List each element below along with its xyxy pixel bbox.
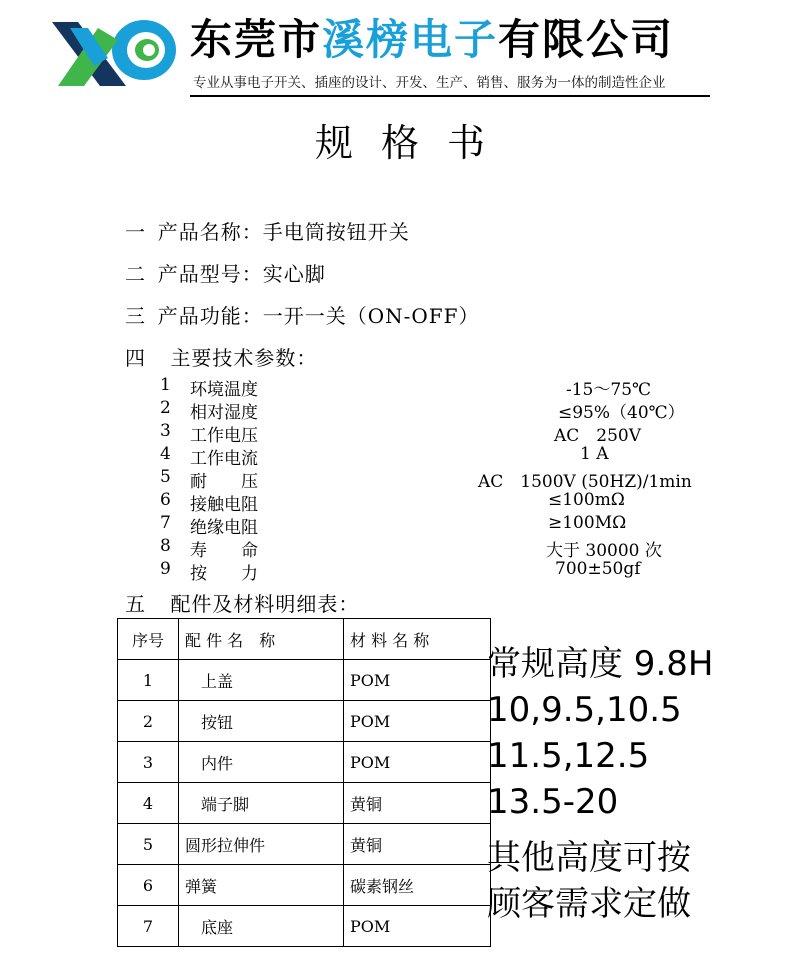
table-cell: POM	[344, 701, 491, 742]
height-note-line: 10,9.5,10.5	[487, 690, 682, 730]
param-name: 工作电压	[190, 426, 258, 446]
table-cell: 3	[118, 742, 179, 783]
param-value: AC 250V	[554, 426, 642, 446]
table-row	[118, 742, 491, 783]
table-row	[118, 906, 491, 947]
section-product-function: 三 产品功能：一开一关（ON-OFF）	[125, 304, 480, 328]
header-cell: 配 件 名 称	[179, 619, 344, 660]
table-cell: 黄铜	[344, 783, 491, 824]
param-name: 环境温度	[190, 380, 258, 400]
param-value: 700±50gf	[555, 559, 641, 579]
table-cell: 圆形拉伸件	[179, 824, 344, 865]
height-note-line: 常规高度 9.8H	[487, 644, 714, 684]
param-value: 大于 30000 次	[546, 541, 662, 561]
table-cell: 按钮	[179, 701, 344, 742]
table-row	[118, 660, 491, 701]
table-row	[118, 865, 491, 906]
param-name: 按 力	[190, 564, 258, 584]
table-cell: 弹簧	[179, 865, 344, 906]
table-cell: 1	[118, 660, 179, 701]
table-cell: 6	[118, 865, 179, 906]
param-value: ≤95%（40℃）	[558, 403, 685, 423]
param-number: 2	[160, 398, 171, 418]
table-cell: 端子脚	[179, 783, 344, 824]
table-cell: 5	[118, 824, 179, 865]
table-cell: 底座	[179, 906, 344, 947]
document-title: 规格书	[314, 121, 513, 165]
param-name: 相对湿度	[190, 403, 258, 423]
param-value: 1 A	[580, 444, 609, 464]
table-cell: POM	[344, 906, 491, 947]
table-row	[118, 824, 491, 865]
table-cell: POM	[344, 660, 491, 701]
table-cell: 黄铜	[344, 824, 491, 865]
param-name: 耐 压	[190, 472, 258, 492]
section-product-name: 一 产品名称：手电筒按钮开关	[125, 220, 410, 244]
parts-table	[117, 618, 491, 947]
table-cell: POM	[344, 742, 491, 783]
param-name: 寿 命	[190, 541, 258, 561]
height-note-line: 顾客需求定做	[487, 884, 691, 924]
height-note-line: 13.5-20	[487, 782, 619, 822]
height-note-line: 11.5,12.5	[487, 736, 650, 776]
table-cell: 内件	[179, 742, 344, 783]
param-number: 1	[160, 375, 171, 395]
table-cell: 4	[118, 783, 179, 824]
param-number: 8	[160, 536, 171, 556]
param-number: 6	[160, 490, 171, 510]
height-note-line: 其他高度可按	[487, 838, 691, 878]
param-name: 接触电阻	[190, 495, 258, 515]
section-parts-table: 五 配件及材料明细表：	[125, 592, 360, 616]
table-cell: 上盖	[179, 660, 344, 701]
param-name: 绝缘电阻	[190, 518, 258, 538]
param-number: 7	[160, 513, 171, 533]
param-number: 3	[160, 421, 171, 441]
param-number: 5	[160, 467, 171, 487]
param-number: 9	[160, 559, 171, 579]
table-cell: 2	[118, 701, 179, 742]
header-cell: 序号	[118, 619, 179, 660]
param-name: 工作电流	[190, 449, 258, 469]
table-cell: 7	[118, 906, 179, 947]
table-header-row	[118, 619, 491, 660]
param-value: ≥100MΩ	[548, 513, 627, 533]
company-slogan: 专业从事电子开关、插座的设计、开发、生产、销售、服务为一体的制造性企业	[193, 75, 666, 91]
company-logo	[48, 14, 178, 92]
header-cell: 材 料 名 称	[344, 619, 491, 660]
param-value: -15～75℃	[566, 380, 652, 400]
param-number: 4	[160, 444, 171, 464]
param-value: AC 1500V (50HZ)/1min	[478, 472, 692, 492]
section-product-model: 二 产品型号：实心脚	[125, 262, 326, 286]
table-row	[118, 783, 491, 824]
section-tech-params: 四 主要技术参数：	[125, 346, 318, 370]
company-name: 东莞市溪榜电子有限公司	[190, 15, 675, 64]
param-value: ≤100mΩ	[548, 490, 625, 510]
table-row	[118, 701, 491, 742]
header-divider	[190, 95, 710, 97]
table-cell: 碳素钢丝	[344, 865, 491, 906]
